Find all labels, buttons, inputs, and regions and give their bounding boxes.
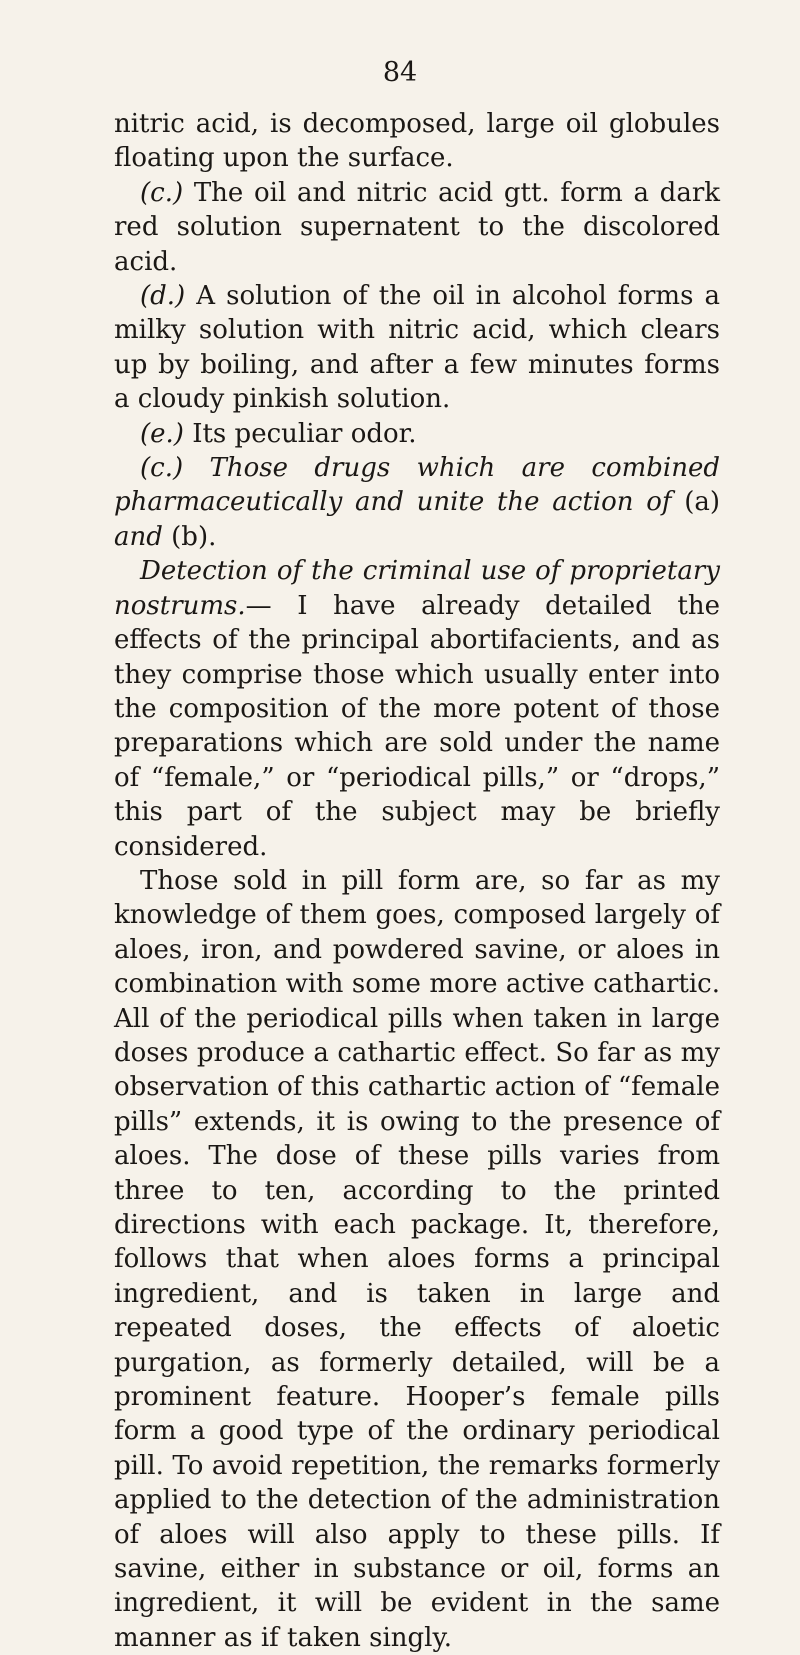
paragraph-text: A solution of the oil in alcohol forms a milky solution with nitric acid, which clears up by boiling, and after a few minutes forms a cloudy pinkish solution. bbox=[114, 281, 720, 415]
paragraph-item-d bbox=[114, 279, 720, 417]
conjunction: and bbox=[114, 521, 172, 552]
item-label: (d.) bbox=[140, 281, 186, 312]
paragraph-pills bbox=[114, 864, 720, 1655]
paragraph-text: Those sold in pill form are, so far as my knowledge of them goes, composed largely of aloes, iron, and powdered savine, or aloes in combination with some more active cathartic. All of the periodical pills when taken in large doses produce a cathartic effect. So far as my observation of this cathartic action of “female pills” extends, it is owing to the presence of aloes. The dose of these pills varies from three to ten, according to the printed directions with each package. It, therefore, follows that when aloes forms a principal ingredient, and is taken in large and repeated doses, the effects of aloetic purgation, as formerly detailed, will be a prominent feature. Hooper’s female pills form a good type of the ordinary periodical pill. To avoid repetition, the remarks formerly applied to the detection of the administration of aloes will also apply to these pills. If savine, either in substance or oil, forms an ingredient, it will be evident in the same manner as if taken singly. bbox=[114, 865, 720, 1653]
item-label: (c.) bbox=[140, 453, 184, 484]
paragraph-text: — I have already detailed the effects of the principal abortifacients, and as they comprise those which usually enter into the composition of the more potent of those preparations which are sold under the name of “female,” or “periodical pills,” or “drops,” this part of the subject may be briefly considered. bbox=[114, 590, 720, 862]
section-heading: Detection of the criminal use of proprietary nostrums. bbox=[114, 556, 720, 621]
body-text bbox=[114, 107, 720, 1655]
paragraph-detection bbox=[114, 554, 720, 864]
item-label: (e.) bbox=[140, 418, 184, 449]
paragraph-item-c bbox=[114, 176, 720, 279]
section-title: Those drugs which are combined pharmaceutically and unite the action of bbox=[114, 453, 720, 518]
paragraph-continuation bbox=[114, 107, 720, 176]
reference-a: (a) bbox=[684, 487, 721, 518]
paragraph-section-c bbox=[114, 451, 720, 554]
reference-b: (b). bbox=[171, 521, 217, 552]
page-number: 84 bbox=[382, 57, 418, 88]
paragraph-text: Its peculiar odor. bbox=[183, 418, 417, 449]
item-label: (c.) bbox=[140, 177, 184, 208]
paragraph-item-e bbox=[114, 417, 720, 451]
paragraph-text: The oil and nitric acid gtt. form a dark red solution supernatent to the discolored acid. bbox=[114, 177, 720, 277]
paragraph-text: nitric acid, is decomposed, large oil globules floating upon the surface. bbox=[114, 109, 720, 174]
